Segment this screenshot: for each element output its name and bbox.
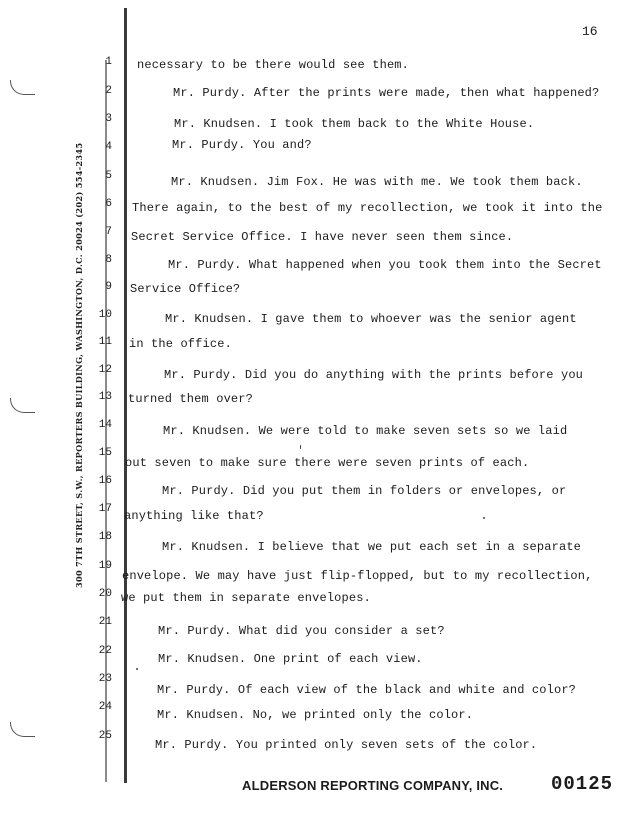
transcript-line-text: There again, to the best of my recollection, we took it into the — [132, 201, 603, 215]
transcript-line-text: anything like that? — [124, 509, 264, 523]
transcript-line-text: Mr. Purdy. After the prints were made, then what happened? — [173, 86, 600, 100]
scan-speck — [483, 517, 485, 519]
line-number: 14 — [98, 419, 112, 431]
document-control-number: 00125 — [551, 773, 614, 795]
line-number: 21 — [98, 616, 112, 628]
line-number: 2 — [105, 85, 112, 97]
transcript-line-text: necessary to be there would see them. — [137, 58, 409, 72]
transcript-line-text: Mr. Knudsen. No, we printed only the color. — [157, 708, 474, 722]
line-number: 12 — [98, 364, 112, 376]
transcript-line-text: we put them in separate envelopes. — [121, 591, 371, 605]
line-number: 5 — [105, 170, 112, 182]
transcript-line-text: Mr. Purdy. You and? — [172, 138, 312, 152]
transcript-line-text: Mr. Purdy. Did you put them in folders or envelopes, or — [162, 484, 567, 498]
line-number: 8 — [105, 254, 112, 266]
transcript-line-text: Mr. Purdy. You printed only seven sets of the color. — [155, 738, 538, 752]
line-number: 16 — [98, 475, 112, 487]
line-number: 23 — [98, 673, 112, 685]
transcript-line-text: in the office. — [129, 337, 232, 351]
transcript-line-text: Mr. Knudsen. Jim Fox. He was with me. We took them back. — [171, 175, 583, 189]
line-number: 22 — [98, 645, 112, 657]
transcript-line-text: Secret Service Office. I have never seen them since. — [131, 230, 514, 244]
transcript-line-text: Service Office? — [130, 282, 241, 296]
transcript-line-text: turned them over? — [128, 392, 253, 406]
line-number: 18 — [98, 531, 112, 543]
reporting-company-name: ALDERSON REPORTING COMPANY, INC. — [242, 778, 504, 793]
line-number: 19 — [98, 560, 112, 572]
transcript-line-text: Mr. Purdy. Of each view of the black and white and color? — [157, 683, 577, 697]
transcript-line-text: Mr. Knudsen. I gave them to whoever was the senior agent — [165, 312, 577, 326]
line-number: 9 — [105, 281, 112, 293]
line-number: 15 — [98, 447, 112, 459]
line-number: 6 — [105, 198, 112, 210]
page-number: 16 — [582, 24, 598, 39]
binder-hole-mark — [10, 80, 35, 95]
line-number: 1 — [105, 56, 112, 68]
line-number: 17 — [98, 503, 112, 515]
line-number: 24 — [98, 701, 112, 713]
binder-hole-mark — [10, 398, 35, 413]
line-number: 10 — [98, 309, 112, 321]
line-number: 7 — [105, 226, 112, 238]
transcript-line-text: Mr. Knudsen. We were told to make seven sets so we laid — [163, 424, 568, 438]
transcript-line-text: out seven to make sure there were seven prints of each. — [125, 456, 530, 470]
line-number: 13 — [98, 391, 112, 403]
line-number: 11 — [98, 336, 112, 348]
line-number: 25 — [98, 730, 112, 742]
margin-rule — [124, 8, 127, 783]
transcript-line-text: Mr. Knudsen. One print of each view. — [158, 652, 423, 666]
binder-hole-mark — [10, 722, 35, 737]
transcript-line-text: Mr. Purdy. Did you do anything with the prints before you — [164, 368, 584, 382]
transcript-line-text: envelope. We may have just flip-flopped, but to my recollection, — [122, 569, 593, 583]
line-number: 4 — [105, 141, 112, 153]
scan-speck — [136, 668, 138, 670]
line-number: 3 — [105, 113, 112, 125]
transcript-line-text: Mr. Purdy. What happened when you took them into the Secret — [168, 258, 602, 272]
reporter-address: 300 7TH STREET, S.W., REPORTERS BUILDING, WASHINGTON, D.C. 20024 (202) 554-2345 — [74, 142, 84, 588]
transcript-line-text: Mr. Knudsen. I believe that we put each set in a separate — [162, 540, 582, 554]
transcript-line-text: Mr. Purdy. What did you consider a set? — [158, 624, 445, 638]
transcript-line-text: Mr. Knudsen. I took them back to the White House. — [174, 117, 535, 131]
scan-speck — [300, 445, 301, 449]
line-number: 20 — [98, 588, 112, 600]
